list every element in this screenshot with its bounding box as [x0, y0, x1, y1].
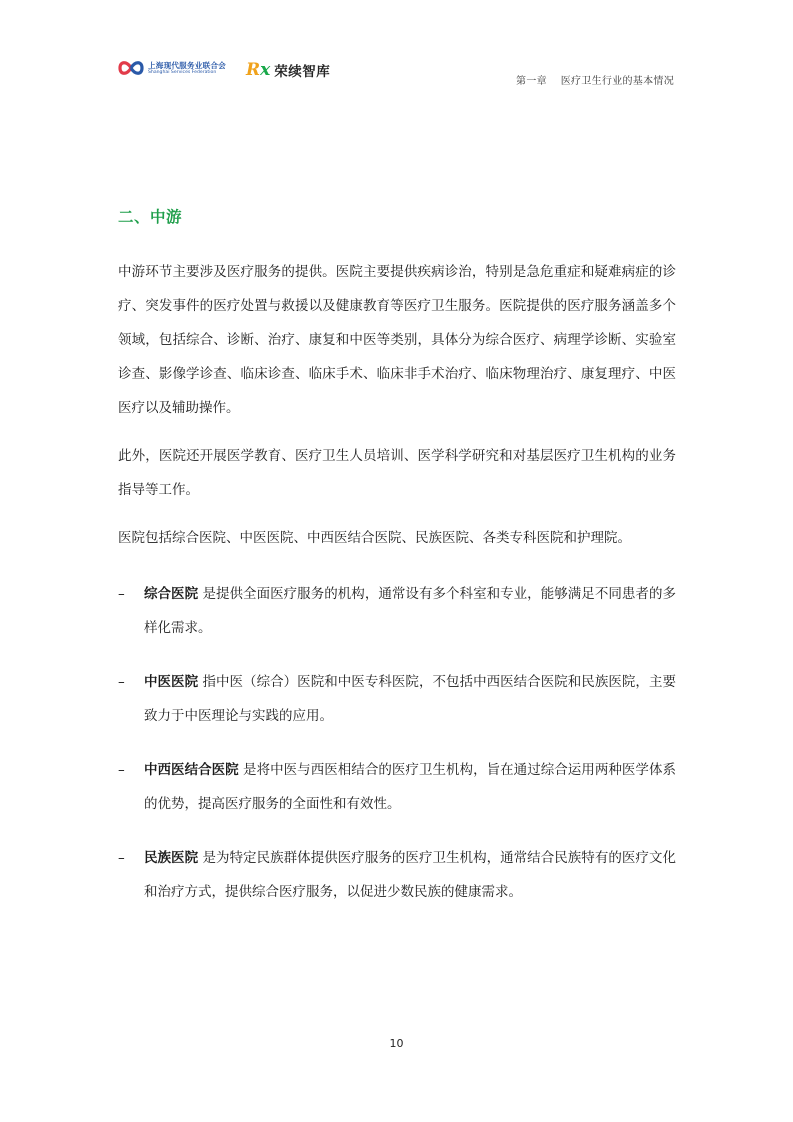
- dash-bullet: –: [118, 586, 125, 602]
- list-item-term: 综合医院: [144, 586, 199, 602]
- list-item: [118, 753, 676, 821]
- paragraph: 中游环节主要涉及医疗服务的提供。医院主要提供疾病诊治，特别是急危重症和疑难病症的诊疗、突发事件的医疗处置与救援以及健康教育等医疗卫生服务。医院提供的医疗服务涵盖多个领域，包括综合、诊断、治疗、康复和中医等类别，具体分为综合医疗、病理学诊断、实验室诊查、影像学诊查、临床诊查、临床手术、临床非手术治疗、临床物理治疗、康复理疗、中医医疗以及辅助操作。: [118, 264, 676, 416]
- body-content: [118, 255, 676, 929]
- list-item: [118, 841, 676, 909]
- page-number: 10: [389, 1037, 404, 1050]
- list-item: [118, 577, 676, 645]
- rx-logo-icon: Rx: [246, 60, 271, 80]
- paragraph: 此外，医院还开展医学教育、医疗卫生人员培训、医学科学研究和对基层医疗卫生机构的业务指导等工作。: [118, 448, 676, 498]
- dash-bullet: –: [118, 674, 125, 690]
- think-tank-name: 荣续智库: [274, 64, 331, 80]
- list-item-term: 民族医院: [144, 850, 199, 866]
- list-item-text: 是提供全面医疗服务的机构，通常设有多个科室和专业，能够满足不同患者的多样化需求。: [144, 586, 676, 636]
- section-title: 二、中游: [118, 208, 183, 226]
- page-header: [0, 0, 793, 100]
- think-tank-logo: [246, 60, 330, 80]
- list-item-text: 指中医（综合）医院和中医专科医院，不包括中西医结合医院和民族医院，主要致力于中医理论与实践的应用。: [144, 674, 676, 724]
- federation-name-en: Shanghai Services Federation: [148, 69, 217, 75]
- dash-bullet: –: [118, 762, 125, 778]
- dash-bullet: –: [118, 850, 125, 866]
- federation-logo: [118, 58, 226, 78]
- federation-logo-icon: [118, 58, 144, 78]
- federation-name-cn: 上海现代服务业联合会: [148, 60, 226, 70]
- list-item-term: 中医医院: [144, 674, 199, 690]
- list-item-text: 是将中医与西医相结合的医疗卫生机构，旨在通过综合运用两种医学体系的优势，提高医疗服务的全面性和有效性。: [144, 762, 676, 812]
- list-item-term: 中西医结合医院: [144, 762, 239, 778]
- list-item: [118, 665, 676, 733]
- chapter-title: 第一章 医疗卫生行业的基本情况: [516, 76, 674, 87]
- list-item-text: 是为特定民族群体提供医疗服务的医疗卫生机构，通常结合民族特有的医疗文化和治疗方式，提供综合医疗服务，以促进少数民族的健康需求。: [144, 850, 676, 900]
- paragraph: 医院包括综合医院、中医医院、中西医结合医院、民族医院、各类专科医院和护理院。: [118, 530, 631, 546]
